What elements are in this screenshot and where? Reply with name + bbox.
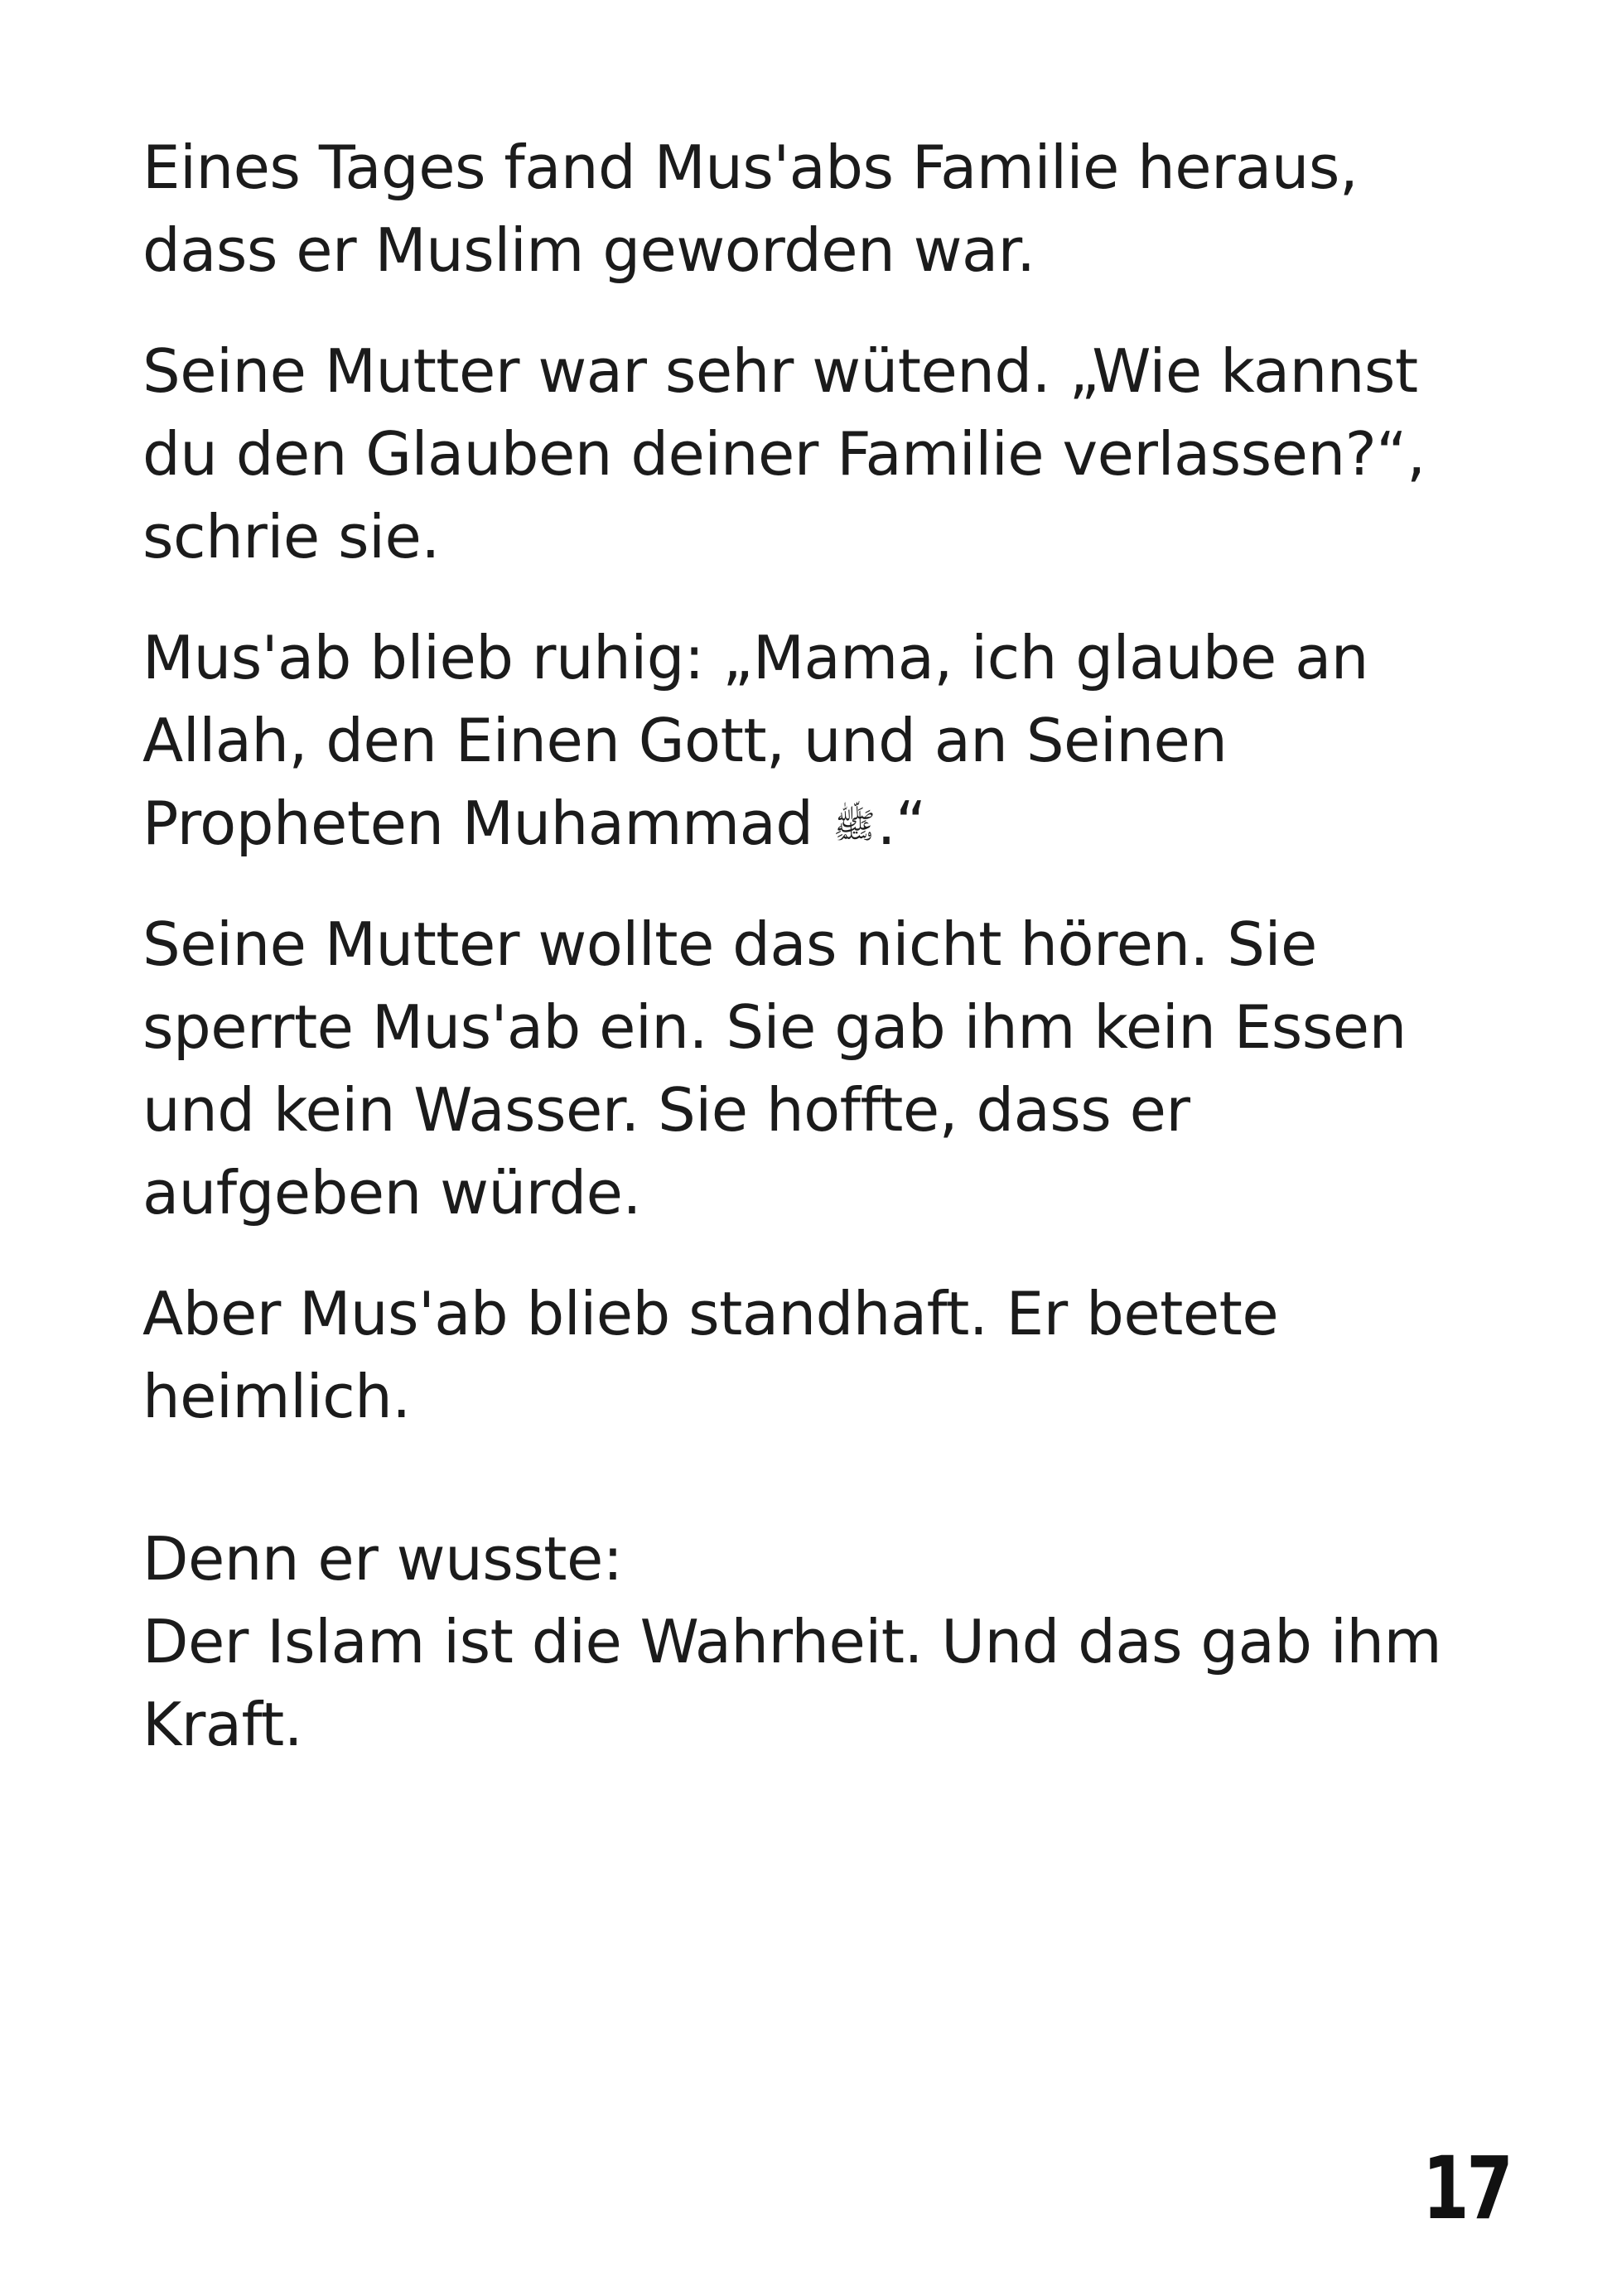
text-line: aufgeben würde. [142,1158,641,1228]
text-line: Mus'ab blieb ruhig: „Mama, ich glaube an [142,623,1368,692]
text-line: und kein Wasser. Sie hoffte, dass er [142,1075,1190,1145]
text-line: Allah, den Einen Gott, und an Seinen [142,706,1228,775]
text-line: dass er Muslim geworden war. [142,215,1035,285]
paragraph-locked-in [142,903,1501,1234]
text-line: Aber Mus'ab blieb standhaft. Er betete [142,1279,1279,1348]
text-line: Denn er wusste: [142,1524,623,1594]
paragraph-mother-angry [142,330,1501,578]
text-line: du den Glauben deiner Familie verlassen?“, [142,419,1426,489]
text-line: Seine Mutter war sehr wütend. „Wie kannst [142,336,1418,406]
honorific-glyph: ﷺ [833,805,876,846]
text-line: heimlich. [142,1362,411,1431]
text-line: Seine Mutter wollte das nicht hören. Sie [142,909,1317,979]
paragraph-musab-reply [142,616,1501,865]
text-line: schrie sie. [142,502,440,572]
story-text [142,126,1501,1804]
page-number: 17 [1422,2138,1511,2239]
paragraph-steadfast [142,1272,1501,1438]
paragraph-truth [142,1517,1501,1766]
text-line: sperrte Mus'ab ein. Sie gab ihm kein Essen [142,992,1407,1062]
text-line-with-honorific [142,782,1501,865]
text-line: Der Islam ist die Wahrheit. Und das gab ihm [142,1607,1442,1676]
text-line: Kraft. [142,1690,303,1759]
paragraph-discovery [142,126,1501,292]
text-segment: .“ [876,789,926,858]
text-line: Eines Tages fand Mus'abs Familie heraus, [142,133,1359,202]
text-segment: Propheten Muhammad [142,789,813,858]
